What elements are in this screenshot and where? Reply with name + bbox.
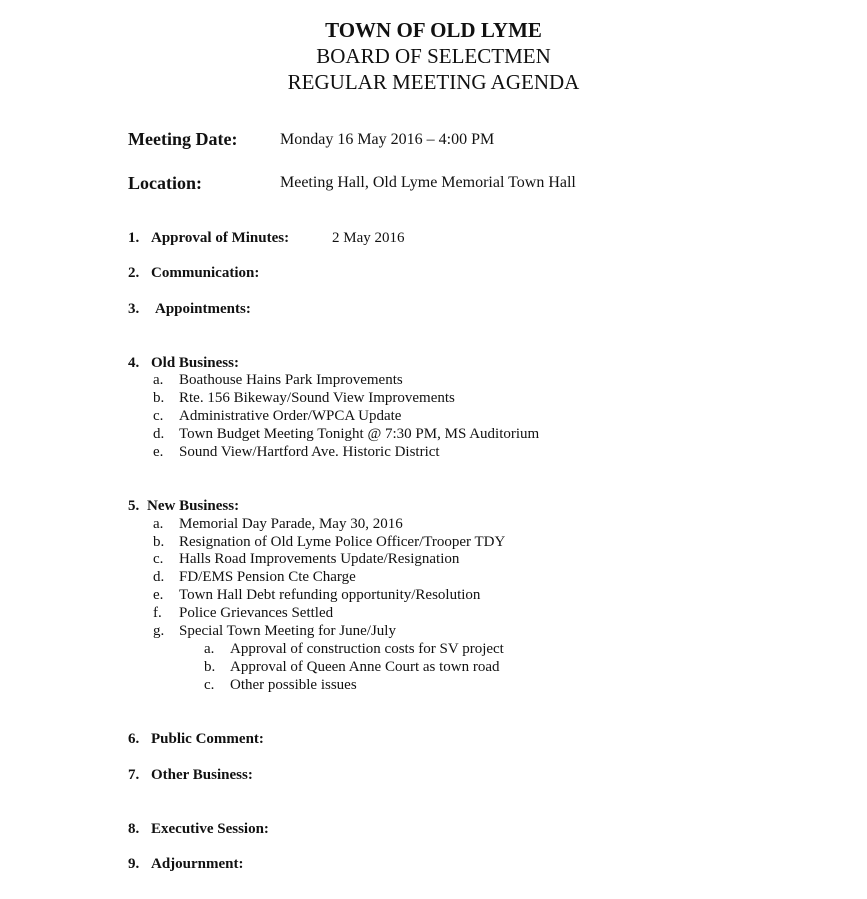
agenda-item-number: 8. [128, 821, 140, 837]
list-item-letter: g. [153, 623, 165, 639]
list-item: Police Grievances Settled [179, 605, 334, 621]
list-item: Sound View/Hartford Ave. Historic District [179, 444, 440, 460]
list-item: FD/EMS Pension Cte Charge [179, 569, 356, 585]
list-item-letter: c. [204, 677, 215, 693]
list-item-letter: a. [204, 641, 215, 657]
agenda-item-executive-session: Executive Session: [151, 821, 269, 837]
agenda-item-number: 9. [128, 856, 140, 872]
list-item-letter: b. [153, 390, 165, 406]
list-item-letter: c. [153, 408, 164, 424]
agenda-item-adjournment: Adjournment: [151, 856, 244, 872]
agenda-item-number: 6. [128, 731, 140, 747]
list-item: Town Budget Meeting Tonight @ 7:30 PM, MS Auditorium [179, 426, 540, 442]
list-item: Other possible issues [230, 677, 357, 693]
list-item-letter: a. [153, 372, 164, 388]
list-item-letter: f. [153, 605, 162, 621]
location-label: Location: [128, 173, 202, 193]
agenda-item-number: 3. [128, 301, 140, 317]
list-item: Rte. 156 Bikeway/Sound View Improvements [179, 390, 455, 406]
meeting-date-label: Meeting Date: [128, 129, 238, 149]
agenda-item-number: 4. [128, 355, 140, 371]
agenda-item-approval-of-minutes: Approval of Minutes: [151, 230, 290, 246]
agenda-item-other-business: Other Business: [151, 767, 253, 783]
list-item-letter: d. [153, 426, 165, 442]
list-item-letter: b. [153, 534, 165, 550]
list-item: Boathouse Hains Park Improvements [179, 372, 403, 388]
list-item-letter: a. [153, 516, 164, 532]
agenda-item-number: 1. [128, 230, 140, 246]
list-item: Resignation of Old Lyme Police Officer/Trooper TDY [179, 534, 506, 550]
document-title: TOWN OF OLD LYME [325, 18, 542, 42]
agenda-item-number: 7. [128, 767, 140, 783]
agenda-item-old-business: Old Business: [151, 355, 239, 371]
agenda-item-new-business: New Business: [147, 498, 240, 514]
list-item-letter: c. [153, 551, 164, 567]
location-value: Meeting Hall, Old Lyme Memorial Town Hall [280, 174, 576, 191]
minutes-date: 2 May 2016 [332, 230, 405, 246]
list-item-letter: d. [153, 569, 165, 585]
list-item: Halls Road Improvements Update/Resignation [179, 551, 460, 567]
list-item: Memorial Day Parade, May 30, 2016 [179, 516, 403, 532]
list-item-letter: e. [153, 587, 164, 603]
agenda-item-number: 2. [128, 265, 140, 281]
list-item: Administrative Order/WPCA Update [179, 408, 402, 424]
agenda-heading: REGULAR MEETING AGENDA [287, 70, 580, 94]
list-item-letter: e. [153, 444, 164, 460]
agenda-item-appointments: Appointments: [155, 301, 251, 317]
meeting-date-value: Monday 16 May 2016 – 4:00 PM [280, 131, 495, 148]
agenda-item-public-comment: Public Comment: [151, 731, 264, 747]
list-item-letter: b. [204, 659, 216, 675]
agenda-item-number: 5. [128, 498, 140, 514]
board-name: BOARD OF SELECTMEN [316, 44, 551, 68]
list-item: Special Town Meeting for June/July [179, 623, 396, 639]
list-item: Approval of Queen Anne Court as town road [230, 659, 500, 675]
agenda-item-communication: Communication: [151, 265, 260, 281]
list-item: Town Hall Debt refunding opportunity/Resolution [179, 587, 481, 603]
list-item: Approval of construction costs for SV project [230, 641, 504, 657]
